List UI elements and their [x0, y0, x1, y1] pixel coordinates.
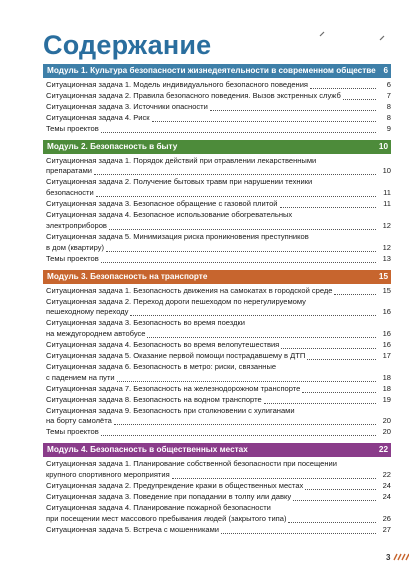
toc-entry-text: Ситуационная задача 5. Оказание первой помощи пострадавшему в ДТП: [46, 351, 306, 361]
module-title: Модуль 1. Культура безопасности жизнедеятельности в современном обществе: [47, 66, 376, 75]
module-page: 15: [378, 271, 388, 281]
toc-entry-page: 24: [382, 481, 391, 491]
toc-entry-page: 16: [382, 329, 391, 339]
toc-entry-page: 11: [383, 188, 391, 198]
toc-entry-page: 7: [386, 90, 391, 100]
dot-leader: [106, 251, 376, 252]
module-page: 10: [378, 141, 388, 151]
toc-entry-text: Ситуационная задача 3. Безопасность во время поездки: [46, 318, 246, 328]
toc-entry-text: крупного спортивного мероприятия: [46, 470, 170, 480]
module-items-list: [43, 457, 391, 538]
toc-entry-page: 19: [382, 394, 391, 404]
toc-entry-page: 12: [382, 220, 391, 230]
dot-leader: [94, 174, 376, 175]
toc-entry-page: 13: [382, 253, 391, 263]
dot-leader: [293, 500, 376, 501]
toc-entry-text: при посещении мест массового пребывания людей (закрытого типа): [46, 513, 287, 523]
toc-entry[interactable]: [46, 340, 391, 351]
dot-leader: [343, 99, 376, 100]
toc-entry-text: Ситуационная задача 6. Безопасность в метро: риски, связанные: [46, 361, 277, 371]
toc-entry-text: Ситуационная задача 5. Минимизация риска проникновения преступников: [46, 231, 309, 241]
toc-entry-text: Ситуационная задача 4. Планирование пожарной безопасности: [46, 502, 271, 512]
toc-entry[interactable]: [46, 525, 391, 536]
toc-entry[interactable]: [46, 210, 391, 232]
toc-entry-text: Ситуационная задача 4. Безопасное использование обогревательных: [46, 210, 293, 220]
toc-entry-text: Ситуационная задача 4. Риск: [46, 112, 150, 122]
toc-entry[interactable]: [46, 384, 391, 395]
module-header-2[interactable]: [43, 140, 391, 154]
toc-entry-page: 16: [382, 340, 391, 350]
toc-entry-page: 17: [382, 351, 391, 361]
toc-entry-page: 8: [386, 101, 391, 111]
toc-entry-text: Ситуационная задача 1. Порядок действий при отравлении лекарственными: [46, 155, 317, 165]
module-title: Модуль 2. Безопасность в быту: [47, 141, 178, 151]
toc-entry-text: Ситуационная задача 3. Источники опасности: [46, 101, 208, 111]
module-header-1[interactable]: [43, 64, 391, 78]
module-page: 22: [378, 445, 388, 455]
toc-entry-page: 27: [382, 524, 391, 534]
toc-entry-text: Ситуационная задача 1. Безопасность движения на самокатах в городской среде: [46, 285, 333, 295]
module-page: 6: [383, 66, 388, 75]
toc-entry-page: 20: [382, 427, 391, 437]
toc-entry[interactable]: [46, 80, 391, 91]
dot-leader: [281, 348, 376, 349]
module-items-list: [43, 78, 391, 138]
dot-leader: [101, 262, 376, 263]
dot-leader: [288, 522, 376, 523]
dot-leader: [152, 121, 376, 122]
dot-leader: [96, 196, 376, 197]
dot-leader: [101, 132, 376, 133]
toc-entry[interactable]: [46, 254, 391, 265]
dot-leader: [210, 110, 376, 111]
toc-entry-text: Ситуационная задача 9. Безопасность при столкновении с хулиганами: [46, 405, 295, 415]
toc-entry-text: Ситуационная задача 3. Безопасное обращение с газовой плитой: [46, 199, 278, 209]
toc-entry-text: Ситуационная задача 3. Поведение при попадании в толпу или давку: [46, 492, 292, 501]
dot-leader: [130, 315, 376, 316]
toc-entry-page: 11: [383, 199, 391, 209]
toc-entry-page: 6: [386, 80, 391, 89]
module-items-list: [43, 284, 391, 442]
toc-entry-text: Ситуационная задача 2. Предупреждение кражи в общественных местах: [46, 481, 304, 491]
dot-leader: [302, 392, 376, 393]
toc-entry[interactable]: [46, 297, 391, 319]
dot-leader: [114, 424, 376, 425]
toc-entry[interactable]: [46, 351, 391, 362]
decorative-dashes: [300, 28, 400, 58]
module-title: Модуль 3. Безопасность на транспорте: [47, 271, 208, 281]
toc-entry-text: Ситуационная задача 7. Безопасность на железнодорожном транспорте: [46, 383, 301, 393]
toc-entry[interactable]: [46, 286, 391, 297]
table-of-contents: [43, 64, 391, 541]
toc-entry-text: препаратами: [46, 166, 92, 176]
toc-entry[interactable]: [46, 427, 391, 438]
page-title: Содержание: [43, 30, 212, 60]
dot-leader: [307, 359, 376, 360]
toc-entry-page: 9: [386, 123, 391, 133]
toc-entry[interactable]: [46, 318, 391, 340]
toc-entry[interactable]: [46, 124, 391, 135]
toc-entry-text: на междугороднем автобусе: [46, 329, 146, 339]
toc-entry-page: 12: [382, 242, 391, 252]
toc-entry[interactable]: [46, 481, 391, 492]
toc-entry[interactable]: [46, 199, 391, 210]
toc-entry[interactable]: [46, 395, 391, 406]
toc-entry[interactable]: [46, 406, 391, 428]
toc-entry-page: 15: [382, 285, 391, 295]
toc-entry-text: Ситуационная задача 2. Правила безопасного поведения. Вызов экстренных служб: [46, 90, 341, 100]
dot-leader: [109, 229, 376, 230]
toc-entry[interactable]: [46, 113, 391, 124]
dot-leader: [172, 478, 376, 479]
dot-leader: [310, 88, 376, 89]
toc-entry[interactable]: [46, 91, 391, 102]
dot-leader: [305, 489, 376, 490]
toc-entry-text: пешеходному переходу: [46, 307, 129, 317]
toc-entry-page: 22: [382, 470, 391, 480]
dot-leader: [280, 207, 376, 208]
toc-entry[interactable]: [46, 102, 391, 113]
toc-entry[interactable]: [46, 503, 391, 525]
toc-entry-page: 18: [382, 383, 391, 393]
dot-leader: [101, 435, 376, 436]
toc-entry-text: в дом (квартиру): [46, 242, 105, 252]
dot-leader: [334, 294, 376, 295]
toc-entry-text: на борту самолёта: [46, 416, 112, 426]
toc-entry[interactable]: [46, 459, 391, 481]
page-number-decoration: [393, 553, 409, 561]
toc-entry-page: 20: [382, 416, 391, 426]
toc-entry-text: Темы проектов: [46, 123, 99, 133]
dot-leader: [264, 403, 376, 404]
toc-entry-text: безопасности: [46, 188, 94, 198]
dot-leader: [221, 533, 376, 534]
toc-entry-page: 10: [382, 166, 391, 176]
module-title: Модуль 4. Безопасность в общественных местах: [47, 445, 248, 455]
toc-entry[interactable]: [46, 232, 391, 254]
page-number: 3: [386, 553, 391, 562]
toc-entry-page: 24: [382, 492, 391, 501]
toc-entry-text: Ситуационная задача 2. Переход дороги пешеходом по нерегулируемому: [46, 296, 306, 306]
toc-entry-text: Ситуационная задача 1. Модель индивидуального безопасного поведения: [46, 80, 308, 89]
toc-entry-text: Ситуационная задача 5. Встреча с мошенниками: [46, 524, 220, 534]
toc-entry-text: Ситуационная задача 8. Безопасность на водном транспорте: [46, 394, 262, 404]
toc-entry[interactable]: [46, 156, 391, 178]
module-items-list: [43, 154, 391, 268]
toc-entry-page: 16: [382, 307, 391, 317]
toc-entry-page: 26: [382, 513, 391, 523]
toc-entry-page: 8: [386, 112, 391, 122]
module-header-3[interactable]: [43, 270, 391, 284]
toc-entry[interactable]: [46, 492, 391, 503]
toc-entry-page: 18: [382, 372, 391, 382]
toc-entry-text: Ситуационная задача 1. Планирование собственной безопасности при посещении: [46, 459, 337, 469]
toc-entry-text: Темы проектов: [46, 253, 99, 263]
toc-entry-text: электроприборов: [46, 220, 107, 230]
toc-entry-text: с падением на пути: [46, 372, 115, 382]
toc-entry-text: Ситуационная задача 2. Получение бытовых травм при нарушении техники: [46, 177, 313, 187]
toc-entry-text: Ситуационная задача 4. Безопасность во время велопутешествия: [46, 340, 280, 350]
toc-entry[interactable]: [46, 177, 391, 199]
toc-entry-text: Темы проектов: [46, 427, 99, 437]
dot-leader: [117, 381, 376, 382]
module-header-4[interactable]: [43, 443, 391, 457]
toc-entry[interactable]: [46, 362, 391, 384]
dot-leader: [147, 337, 376, 338]
